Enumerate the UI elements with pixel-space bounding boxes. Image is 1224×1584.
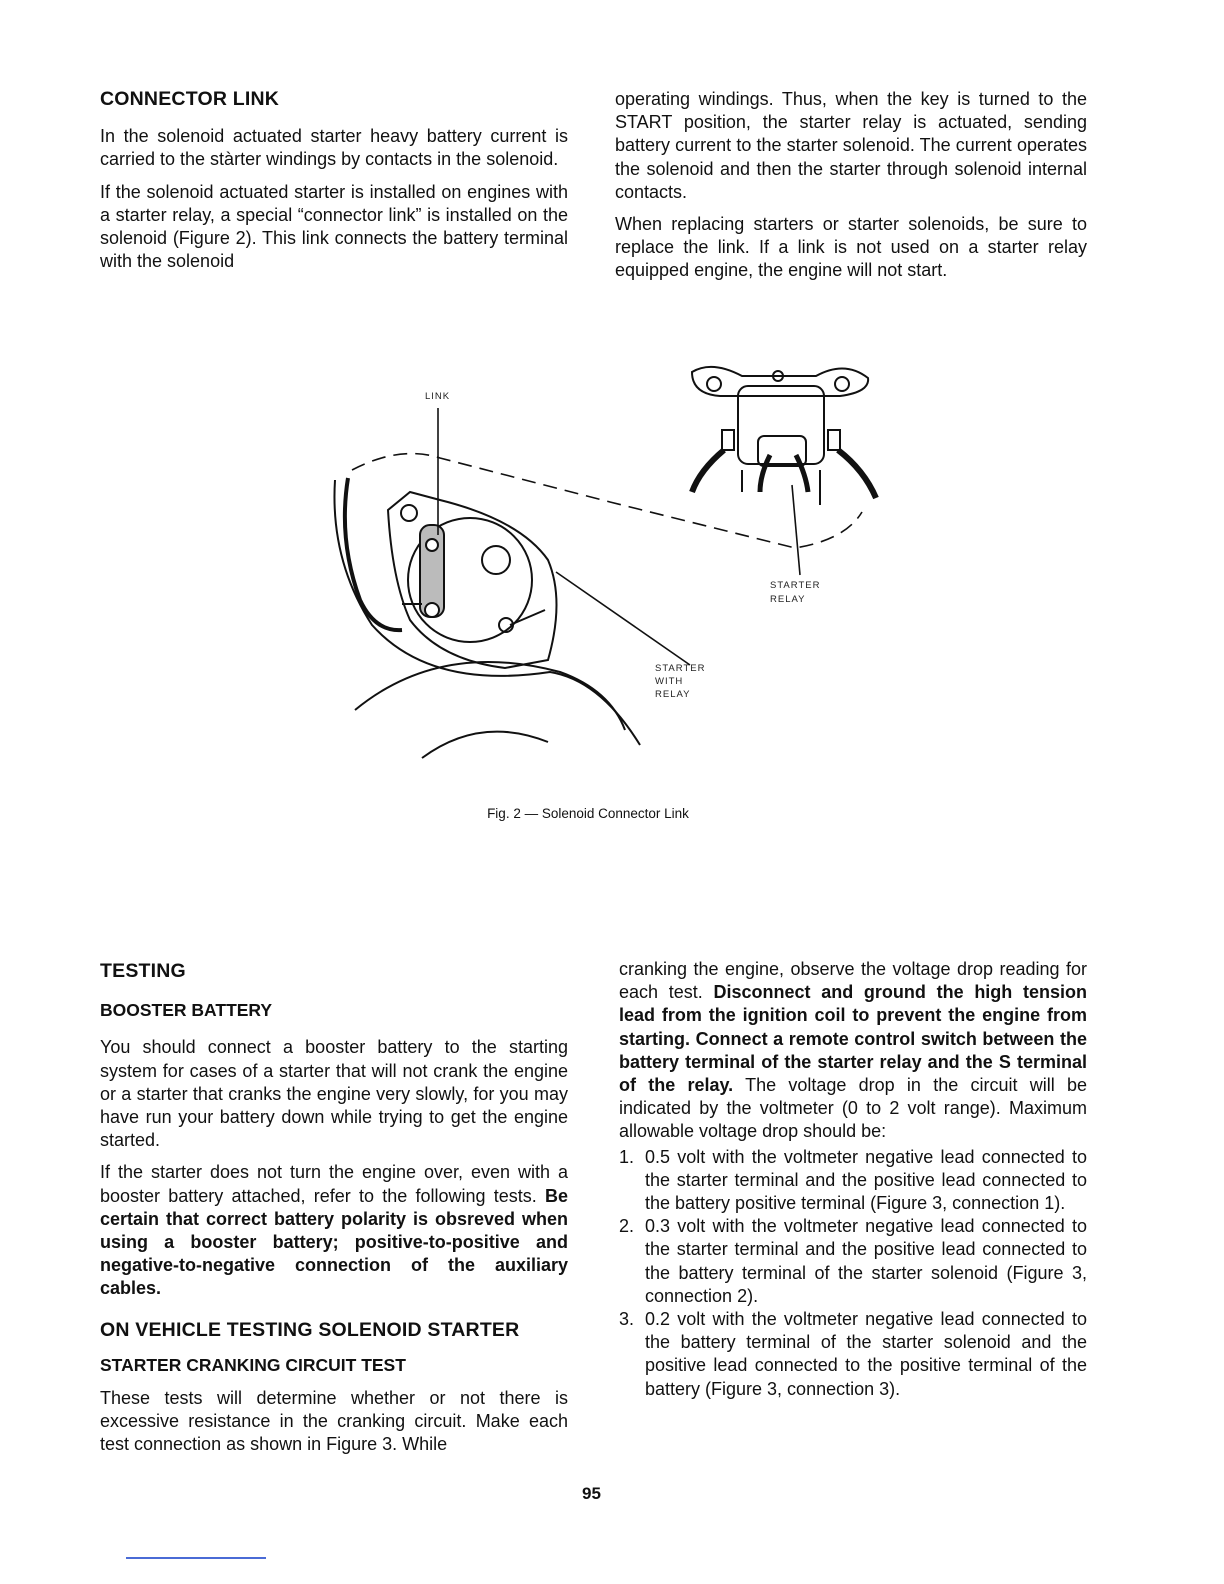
cranking-tail-text: The voltage drop in the circuit will be indicated by the voltmeter (0 to 2 volt range). Maximum allowable voltage drop should be: [619,1075,1087,1142]
paragraph-connector-4: When replacing starters or starter solenoids, be sure to replace the link. If a link is not used on a starter relay equipped engine, the engine will not start. [615,214,1087,281]
starter-leader [556,572,690,665]
connector-link-section [100,88,568,282]
label-starter-with-relay-line2: WITH [655,676,684,687]
footer-rule [126,1557,266,1559]
heading-cranking-circuit-test: STARTER CRANKING CIRCUIT TEST [100,1354,406,1375]
flywheel-arc-inner [422,732,548,758]
cranking-plain-text: cranking the engine, observe the voltage drop reading for each test. [619,959,1087,1003]
paragraph-connector-2: If the solenoid actuated starter is installed on engines with a starter relay, a special “connector link” is installed on the solenoid (Figure 2). This link connects the battery terminal with the solenoid [100,181,568,272]
paragraph-cranking [619,958,1087,1144]
label-starter-with-relay-line3: RELAY [655,689,691,700]
paragraph-connector-3: operating windings. Thus, when the key is turned to the START position, the starter relay is actuated, sending battery current to the starter solenoid. The current operates the solenoid and then the starter through solenoid internal contacts. [615,89,1087,202]
relay-leader [792,485,800,575]
solenoid-connector-link-figure [0,340,1224,800]
flange-bolt [401,505,417,521]
starter-relay-drawing [692,367,876,505]
label-starter-relay-line2: RELAY [770,594,806,605]
polarity-warning: Be certain that correct battery polarity is obsreved when using a booster battery; positive-to-positive and negative-to-negative connection of the auxiliary cables. [100,1185,568,1299]
heading-testing: TESTING [100,960,186,982]
page-number: 95 [582,1484,601,1503]
list-item: 3. 0.2 volt with the voltmeter negative lead connected to the battery terminal of the starter solenoid and the positive lead connected to the positive terminal of the battery (Figure 3, connection 3). [619,1309,1087,1399]
connector-link-continued [615,88,1087,292]
voltage-drop-list [619,1146,1087,1401]
solenoid-terminal-upper [482,546,510,574]
heading-booster-battery: BOOSTER BATTERY [100,1000,273,1021]
label-link: LINK [425,391,451,402]
flywheel-arc-outer [355,662,625,730]
paragraph-tests: These tests will determine whether or not there is excessive resistance in the cranking circuit. Make each test connection as shown in Figure 3. While [100,1388,568,1455]
figure-caption: Fig. 2 — Solenoid Connector Link [487,806,689,821]
polarity-plain-text: If the starter does not turn the engine over, even with a booster battery attached, refer to the following tests. [100,1162,568,1206]
heading-on-vehicle-testing: ON VEHICLE TESTING SOLENOID STARTER [100,1318,520,1341]
cranking-warning: Disconnect and ground the high tension lead from the ignition coil to prevent the engine from starting. Connect a remote control switch between the battery terminal of the starter relay and the S terminal of the relay. [619,982,1088,1096]
testing-section [100,960,568,1466]
paragraph-connector-1: In the solenoid actuated starter heavy battery current is carried to the stàrter windings by contacts in the solenoid. [100,126,568,170]
paragraph-polarity [100,1161,568,1300]
list-item: 1. 0.5 volt with the voltmeter negative lead connected to the starter terminal and the positive lead connected to the battery positive terminal (Figure 3, connection 1). [619,1146,1087,1214]
cranking-test-continued [619,958,1087,1401]
label-starter-with-relay-line1: STARTER [655,663,706,674]
battery-cable [345,478,402,630]
list-item: 2. 0.3 volt with the voltmeter negative lead connected to the starter terminal and the positive lead connected to the battery terminal of the starter solenoid (Figure 3, connection 2). [619,1216,1087,1306]
label-starter-relay-line1: STARTER [770,580,821,591]
heading-connector-link: CONNECTOR LINK [100,88,280,110]
paragraph-booster: You should connect a booster battery to the starting system for cases of a starter that will not crank the engine or a starter that cranks the engine very slowly, for you may have run your battery down while trying to get the engine started. [100,1037,568,1151]
